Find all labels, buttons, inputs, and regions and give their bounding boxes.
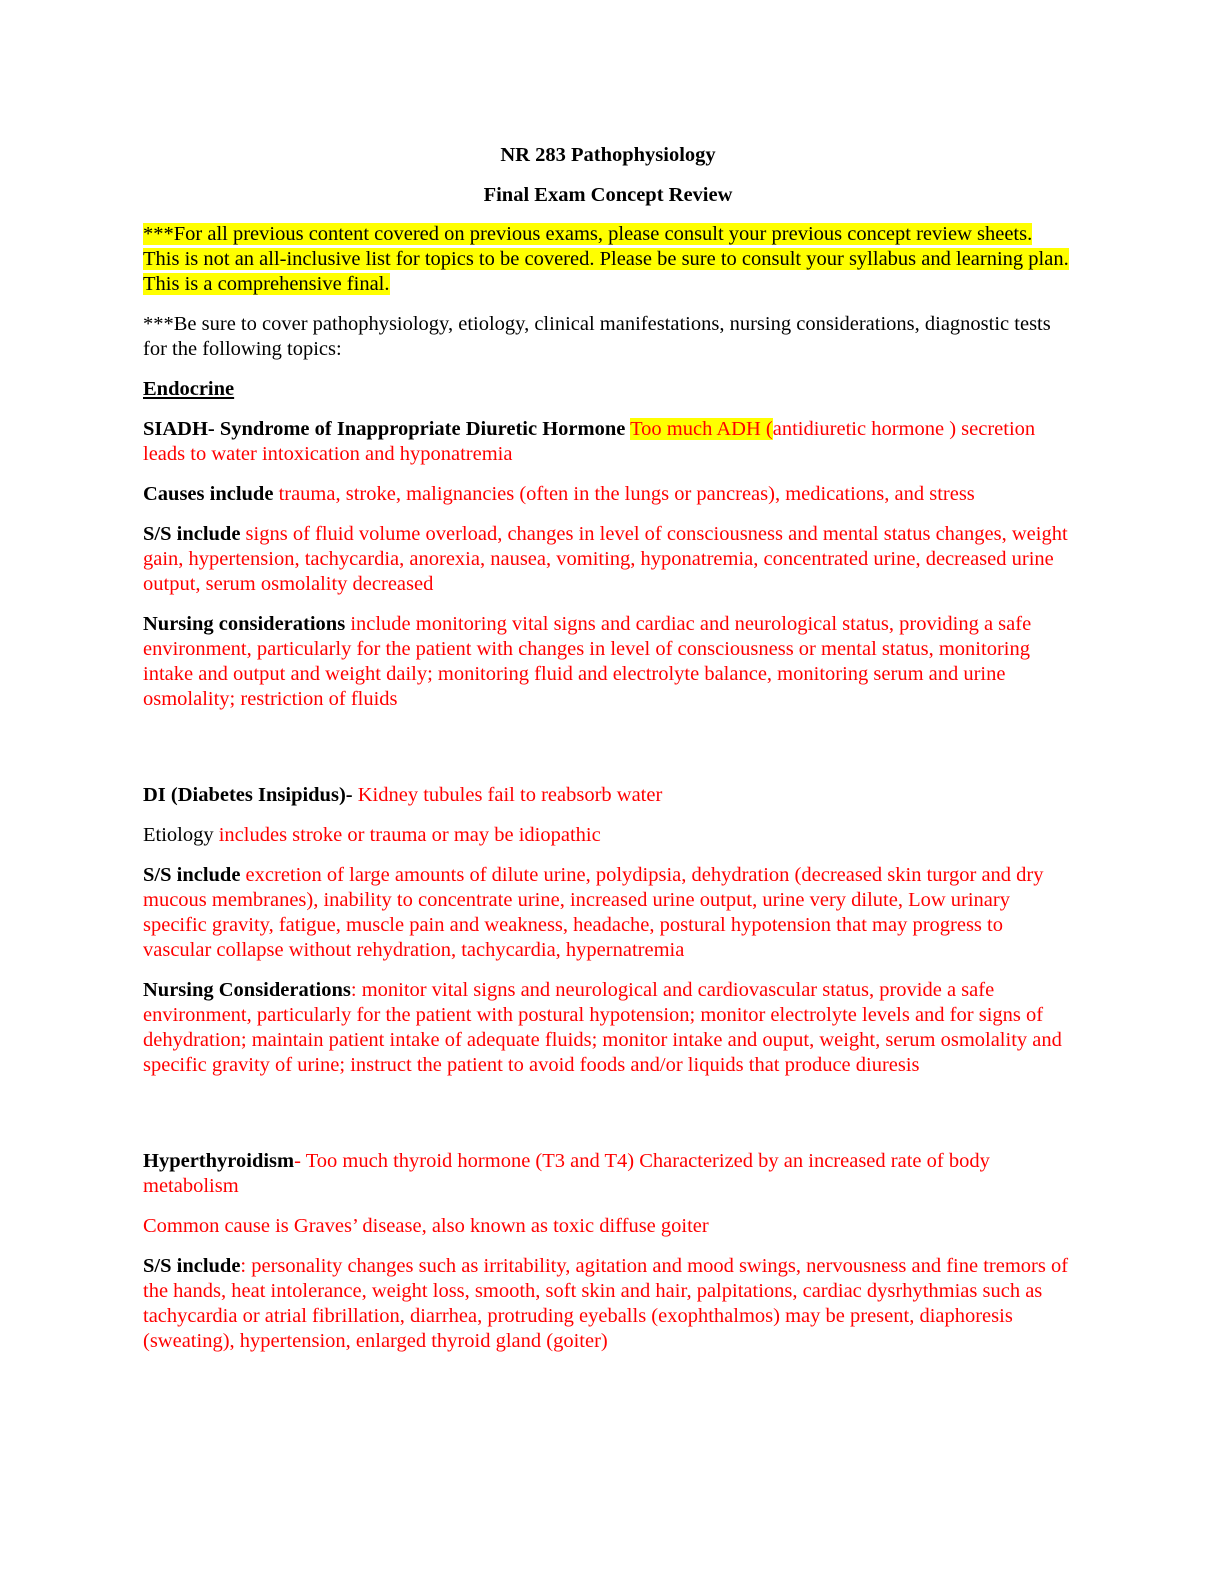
siadh-causes-text: trauma, stroke, malignancies (often in the lungs or pancreas), medications, and stress: [278, 483, 975, 505]
hyperthyroidism-symptoms: [143, 1254, 1073, 1354]
section-heading-endocrine: Endocrine: [143, 378, 235, 400]
di-ss-text: excretion of large amounts of dilute urine, polydipsia, dehydration (decreased skin turgor and dry mucous membranes), inability to concentrate urine, increased urine output, urine very dilute, Low urinary specific gravity, fatigue, muscle pain and weakness, headache, postural hypotension that may progress to vascular collapse without rehydration, tachycardia, hypernatremia: [143, 864, 1044, 961]
hyperthyroidism-heading: Hyperthyroidism: [143, 1150, 295, 1172]
document-title: NR 283 Pathophysiology: [500, 144, 716, 166]
siadh-ss-text: signs of fluid volume overload, changes in level of consciousness and mental status changes, weight gain, hypertension, tachycardia, anorexia, nausea, vomiting, hyponatremia, concentrated urine, decreased urine output, serum osmolality decreased: [143, 523, 1068, 595]
document-subtitle: Final Exam Concept Review: [483, 184, 733, 206]
di-etiology: [143, 823, 1073, 848]
spacer: [143, 727, 1073, 783]
document-content: [143, 143, 1073, 1369]
di-definition-text: Kidney tubules fail to reabsorb water: [357, 784, 663, 806]
di-symptoms: [143, 863, 1073, 963]
highlighted-notice: ***For all previous content covered on previous exams, please consult your previous concept review sheets. This is not an all-inclusive list for topics to be covered. Please be sure to consult your syllabus and learning plan. This is a comprehensive final.: [143, 223, 1069, 295]
notice-paragraph: [143, 222, 1073, 297]
siadh-ss-label: S/S include: [143, 523, 241, 545]
siadh-nursing: [143, 612, 1073, 712]
siadh-definition-text: antidiuretic hormone ) secretion leads to water intoxication and hyponatremia: [143, 418, 1036, 465]
cover-topics-paragraph: ***Be sure to cover pathophysiology, etiology, clinical manifestations, nursing considerations, diagnostic tests for the following topics:: [143, 313, 1051, 360]
spacer: [143, 1093, 1073, 1149]
di-etiology-text: includes stroke or trauma or may be idiopathic: [218, 824, 601, 846]
hyperthyroidism-ss-text: : personality changes such as irritability, agitation and mood swings, nervousness and fine tremors of the hands, heat intolerance, weight loss, smooth, soft skin and hair, palpitations, cardiac dysrhythmias such as tachycardia or atrial fibrillation, diarrhea, protruding eyeballs (exophthalmos) may be present, diaphoresis (sweating), hypertension, enlarged thyroid gland (goiter): [143, 1255, 1069, 1352]
di-nursing: [143, 978, 1073, 1078]
hyperthyroidism-definition: [143, 1149, 1073, 1199]
di-definition: [143, 783, 1073, 808]
di-etiology-label: Etiology: [143, 824, 214, 846]
siadh-definition: [143, 417, 1073, 467]
siadh-nursing-text: include monitoring vital signs and cardiac and neurological status, providing a safe environment, particularly for the patient with changes in level of consciousness or mental status, monitoring intake and output and weight daily; monitoring fluid and electrolyte balance, monitoring serum and urine osmolality; restriction of fluids: [143, 613, 1032, 710]
di-heading: DI (Diabetes Insipidus)-: [143, 784, 353, 806]
siadh-causes: [143, 482, 1073, 507]
siadh-nursing-label: Nursing considerations: [143, 613, 346, 635]
hyperthyroidism-definition-text: - Too much thyroid hormone (T3 and T4) Characterized by an increased rate of body metabolism: [143, 1150, 990, 1197]
siadh-highlight: Too much ADH (: [630, 418, 773, 440]
siadh-causes-label: Causes include: [143, 483, 274, 505]
di-nursing-label: Nursing Considerations: [143, 979, 351, 1001]
hyperthyroidism-cause: Common cause is Graves’ disease, also known as toxic diffuse goiter: [143, 1215, 709, 1237]
siadh-symptoms: [143, 522, 1073, 597]
di-nursing-text: : monitor vital signs and neurological and cardiovascular status, provide a safe environment, particularly for the patient with postural hypotension; monitor electrolyte levels and for signs of dehydration; maintain patient intake of adequate fluids; monitor intake and ouput, weight, serum osmolality and specific gravity of urine; instruct the patient to avoid foods and/or liquids that produce diuresis: [143, 979, 1062, 1076]
di-ss-label: S/S include: [143, 864, 241, 886]
hyperthyroidism-ss-label: S/S include: [143, 1255, 241, 1277]
siadh-heading: SIADH- Syndrome of Inappropriate Diuretic Hormone: [143, 418, 626, 440]
